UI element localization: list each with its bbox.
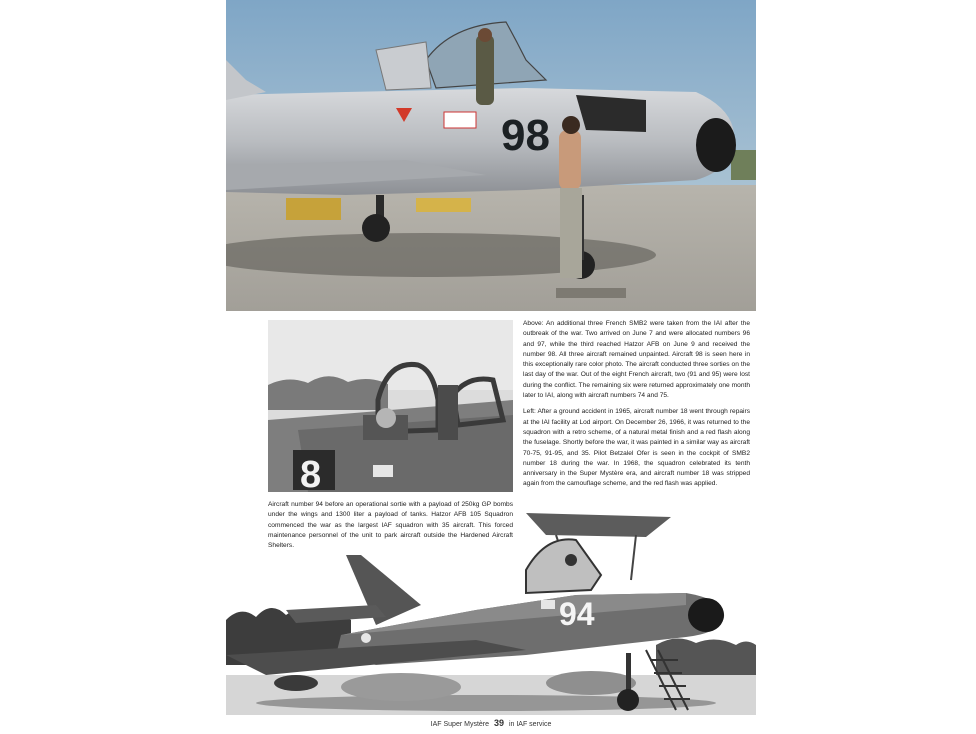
left-bw-photo <box>268 320 513 492</box>
aircraft-98-image <box>226 0 756 311</box>
footer-title: IAF Super Mystère <box>430 721 490 728</box>
footer-subtitle: in IAF service <box>508 721 552 728</box>
magazine-page <box>226 0 756 734</box>
page-footer <box>226 718 756 728</box>
aircraft-number-98: 98 <box>501 111 550 160</box>
aircraft-number-8: 8 <box>300 454 322 492</box>
caption-bottom-text: Aircraft number 94 before an operational sortie with a payload of 250kg GP bombs under the wings and 1300 liter a payload of tanks. Hatzor AFB 105 Squadron commenced the war as the largest IAF squadron with 35 aircraft. This forced maintenance personnel of the unit to park aircraft outside the Hardened Aircraft Shelters. <box>268 501 513 550</box>
aircraft-94-image <box>226 505 756 715</box>
caption-above-text: Above: An additional three French SMB2 were taken from the IAI after the outbreak of the war. Two arrived on June 7 and were allocated numbers 96 and 97, while the third reached Hatzor AFB on June 9 and received the number 98. All three aircraft remained unpainted. Aircraft 98 is seen here in this exceptionally rare color photo. The aircraft conducted three sorties on the last day of the war. Out of the eight French aircraft, two (91 and 95) were lost during the conflict. The remaining six were returned approximately one month later to IAI, along with aircraft numbers 74 and 75. <box>523 320 750 400</box>
caption-left-text: Left: After a ground accident in 1965, aircraft number 18 went through repairs at the IAI facility at Lod airport. On December 26, 1966, it was returned to the squadron with a retro scheme, of a natural metal finish and a red flash along the fuselage. Shortly before the war, it was painted in a similar way as aircraft 70-75, 91-95, and 35. Pilot Betzalel Ofer is seen in the cockpit of SMB2 number 18 during the war. In 1968, the squadron celebrated its tenth anniversary in the Super Mystère era, and aircraft number 18 was stripped again from the camouflage scheme, and the red flash was applied. <box>523 408 750 488</box>
top-color-photo <box>226 0 756 311</box>
bottom-bw-photo <box>226 505 756 715</box>
aircraft-18-cockpit-image <box>268 320 513 492</box>
page-number: 39 <box>493 718 504 728</box>
aircraft-number-94: 94 <box>559 596 595 632</box>
caption-above <box>523 319 750 490</box>
